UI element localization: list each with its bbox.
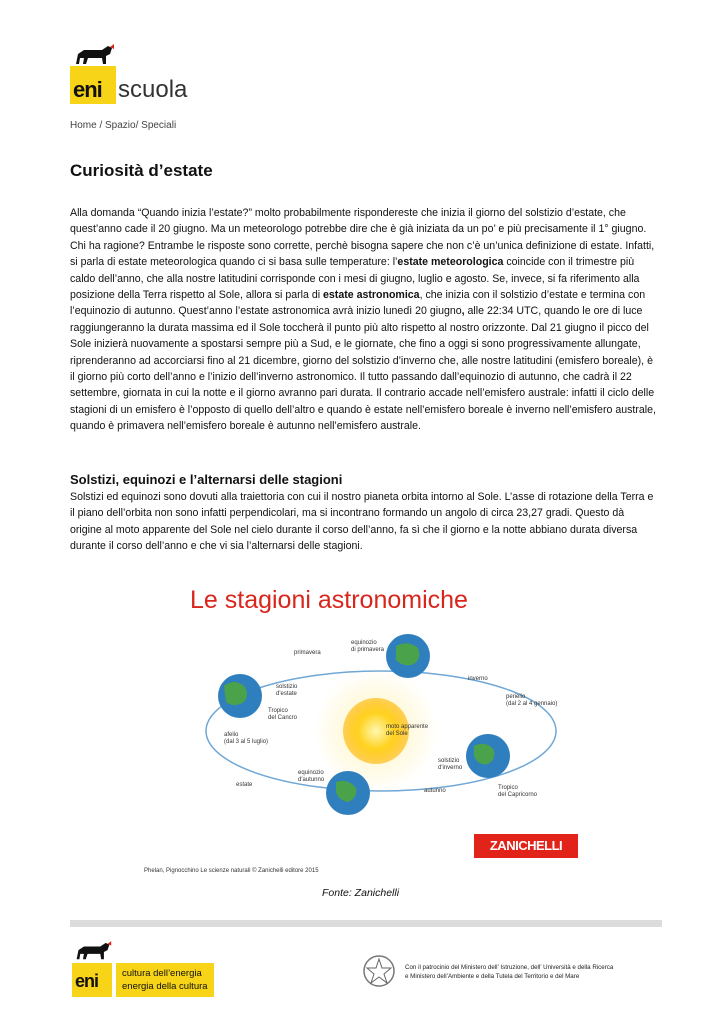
- label: equinozio: [298, 770, 324, 776]
- breadcrumb[interactable]: Home / Spazio/ Speciali: [70, 120, 177, 131]
- eniscuola-logo[interactable]: [70, 44, 188, 106]
- text-run: , che inizia con il solstizio d’estate e termina con l’equinozio di autunno. Quest’anno l’estate astronomica avrà inizio lunedì 20 giugno: [70, 289, 646, 318]
- text-run: Alla domanda “Quando inizia l’estate?” molto probabilmente rispondereste che inizia il giorno del solstizio d’estate, che quest’anno cade il 20 giugno. Ma un meteorologo potrebbe dire che è già iniziata da un po’ e più precisamente il 1° giugno. Chi ha ragione? Entrambe le risposte sono corrette, perchè bisogna sapere che non c’è un’unica definizione di estate. Infatti, si parla di estate meteorologica quando ci si basa sulle temperature: l’: [70, 207, 655, 269]
- tagline-line: energia della cultura: [122, 981, 208, 992]
- label: inverno: [468, 676, 488, 682]
- label: del Cancro: [268, 715, 298, 721]
- label: (dal 3 al 5 luglio): [224, 739, 269, 745]
- section-heading: Solstizi, equinozi e l’alternarsi delle stagioni: [70, 472, 343, 487]
- section-paragraph: Solstizi ed equinozi sono dovuti alla traiettoria con cui il nostro pianeta orbita intorno al Sole. L’asse di rotazione della Terra e il piano dell’orbita non sono infatti perpendicolari, ma si incontrano formando un angolo di circa 23,27 gradi. Questo dà origine al moto apparente del Sole nel cielo durante il corso dell’anno, fa sì che il giorno e la notte abbiano durata diversa durante il corso dell’anno e che vi sia l’alternarsi delle stagioni.: [70, 491, 654, 553]
- earth-globe: [466, 734, 510, 778]
- patronage-line: e Ministero dell’Ambiente e della Tutela del Territorio e del Mare: [405, 973, 580, 980]
- bold-term: estate astronomica: [323, 289, 420, 302]
- bold-comma: ,: [461, 305, 465, 318]
- figure-source: Fonte: Zanichelli: [322, 887, 400, 899]
- label: d'inverno: [438, 765, 463, 771]
- six-legged-dog-icon: [72, 44, 116, 68]
- text-run: alle 22:34 UTC, quando le ore di luce raggiungeranno la durata massima ed il Sole toccherà il punto più alto rispetto al nostro orizzonte. Dal 21 giugno il picco del Sole inizierà nuovamente a spostarsi sempre più a Sud, e le giornate, che fino a oggi si sono progressivamente allungate, riprenderanno ad accorciarsi fino al 21 dicembre, giorno del solstizio d’inverno che, alle nostre latitudini (emisfero boreale), è il giorno più corto dell’anno e l’inizio dell’inverno astronomico. Il tutto passando dall’equinozio di autunno, che cadrà il 22 settembre, giornata in cui la notte e il giorno avranno pari durata. Il contrario accade nell’emisfero australe: infatti il ciclo delle stagioni di un emisfero è l’opposto di quello dell’altro e quando è estate nell’emisfero boreale è inverno nell’emisfero australe, quando è primavera nell’emisfero boreale è autunno nell’emisfero australe.: [70, 305, 656, 433]
- figure-title: Le stagioni astronomiche: [190, 586, 468, 614]
- label: d'estate: [276, 691, 297, 697]
- logo-word: scuola: [118, 76, 188, 103]
- label: solstizio: [276, 684, 298, 690]
- earth-globe: [386, 634, 430, 678]
- figure-credit: Phelan, Pignocchino Le scienze naturali © Zanichelli editore 2015: [144, 868, 319, 874]
- label: perielio: [506, 694, 526, 700]
- logo-brand: eni: [73, 77, 102, 102]
- tagline-line: cultura dell’energia: [122, 968, 202, 979]
- eni-footer-logo[interactable]: [72, 941, 214, 997]
- label: afelio: [224, 732, 239, 738]
- orbit-diagram: [176, 626, 596, 836]
- label: (dal 2 al 4 gennaio): [506, 701, 558, 707]
- label: equinozio: [351, 640, 377, 646]
- label: d'autunno: [298, 777, 325, 783]
- patronage-line: Con il patrocinio del Ministero dell’ Istruzione, dell’ Università e della Ricerca: [405, 964, 614, 971]
- earth-globe: [326, 771, 370, 815]
- seasons-figure: [144, 586, 596, 886]
- six-legged-dog-icon: [73, 941, 113, 963]
- label: primavera: [294, 650, 321, 656]
- label: del Sole: [386, 731, 408, 737]
- label: solstizio: [438, 758, 460, 764]
- italian-republic-emblem-icon: [362, 951, 396, 991]
- label: Tropico: [498, 785, 518, 791]
- logo-brand: eni: [75, 971, 99, 991]
- label: autunno: [424, 788, 446, 794]
- divider: [70, 920, 662, 927]
- label: moto apparente: [386, 724, 429, 730]
- text-run: coincide con il trimestre più caldo dell’anno, che alla nostre latitudini corrisponde con i mesi di giugno, luglio e agosto. Se, invece, si fa riferimento alla posizione della Terra rispetto al Sole, allora si parla di: [70, 256, 640, 302]
- label: Tropico: [268, 708, 288, 714]
- intro-paragraph: [70, 205, 656, 435]
- publisher-logo: ZANICHELLI: [474, 834, 578, 858]
- label: estate: [236, 782, 253, 788]
- label: di primavera: [351, 647, 385, 653]
- bold-term: estate meteorologica: [397, 256, 504, 269]
- earth-globe: [218, 674, 262, 718]
- page-title: Curiosità d’estate: [70, 161, 213, 180]
- label: del Capricorno: [498, 792, 538, 798]
